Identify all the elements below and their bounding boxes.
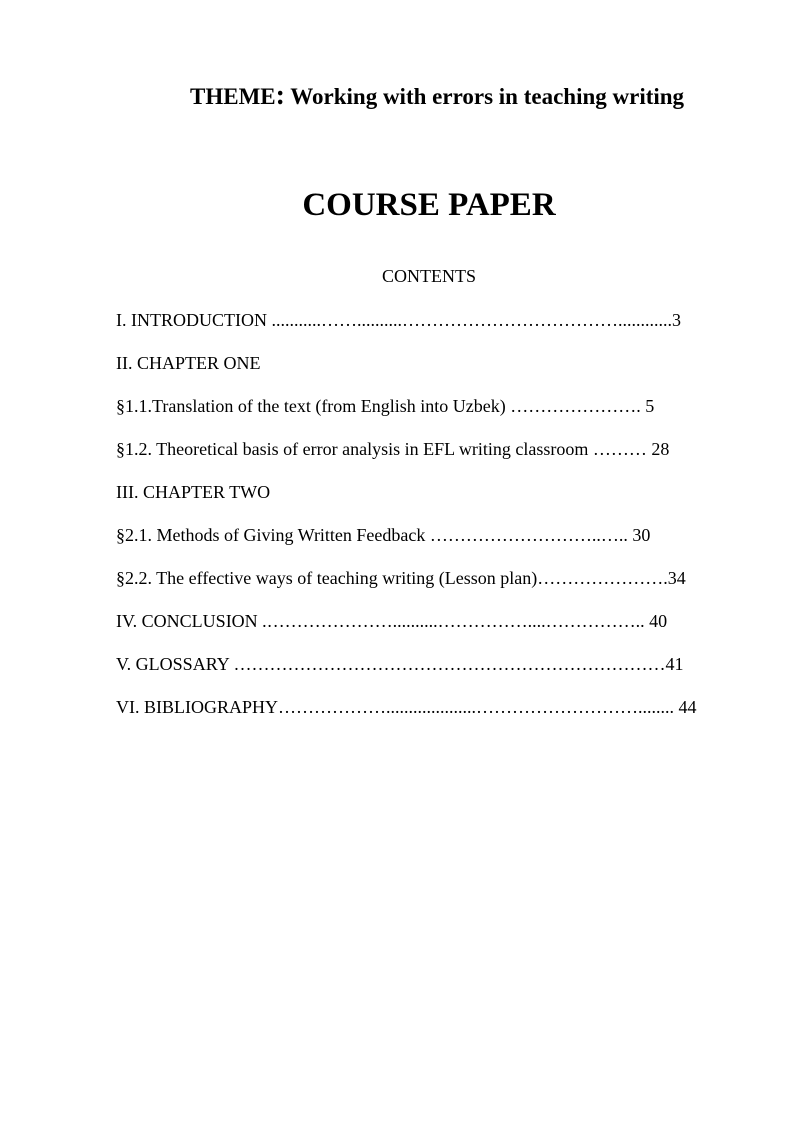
theme-line [190,80,684,112]
theme-text: Working with errors in teaching writing [284,84,685,109]
table-of-contents [116,308,736,738]
toc-entry-conclusion: IV. CONCLUSION .…………………..........……………....…………….. 40 [116,611,668,631]
toc-entry-section-2-1: §2.1. Methods of Giving Written Feedback ………………………..….. 30 [116,525,651,545]
toc-entry-section-1-1: §1.1.Translation of the text (from English into Uzbek) …………………. 5 [116,396,655,416]
toc-entry-chapter-one: II. CHAPTER ONE [116,353,261,373]
toc-entry-section-2-2: §2.2. The effective ways of teaching writing (Lesson plan)………………….34 [116,568,686,588]
toc-entry-bibliography: VI. BIBLIOGRAPHY………………....................………………………........ 44 [116,697,697,717]
toc-entry-chapter-two: III. CHAPTER TWO [116,482,271,502]
contents-heading: CONTENTS [382,266,476,286]
toc-entry-glossary: V. GLOSSARY ………………………………………………………………41 [116,654,684,674]
course-paper-title: COURSE PAPER [302,187,556,223]
toc-entry-introduction: I. INTRODUCTION ...........……..........………………………………............3 [116,310,681,330]
toc-entry-section-1-2: §1.2. Theoretical basis of error analysis in EFL writing classroom ……… 28 [116,439,670,459]
theme-label: THEME [190,84,276,109]
theme-colon: : [275,80,285,111]
